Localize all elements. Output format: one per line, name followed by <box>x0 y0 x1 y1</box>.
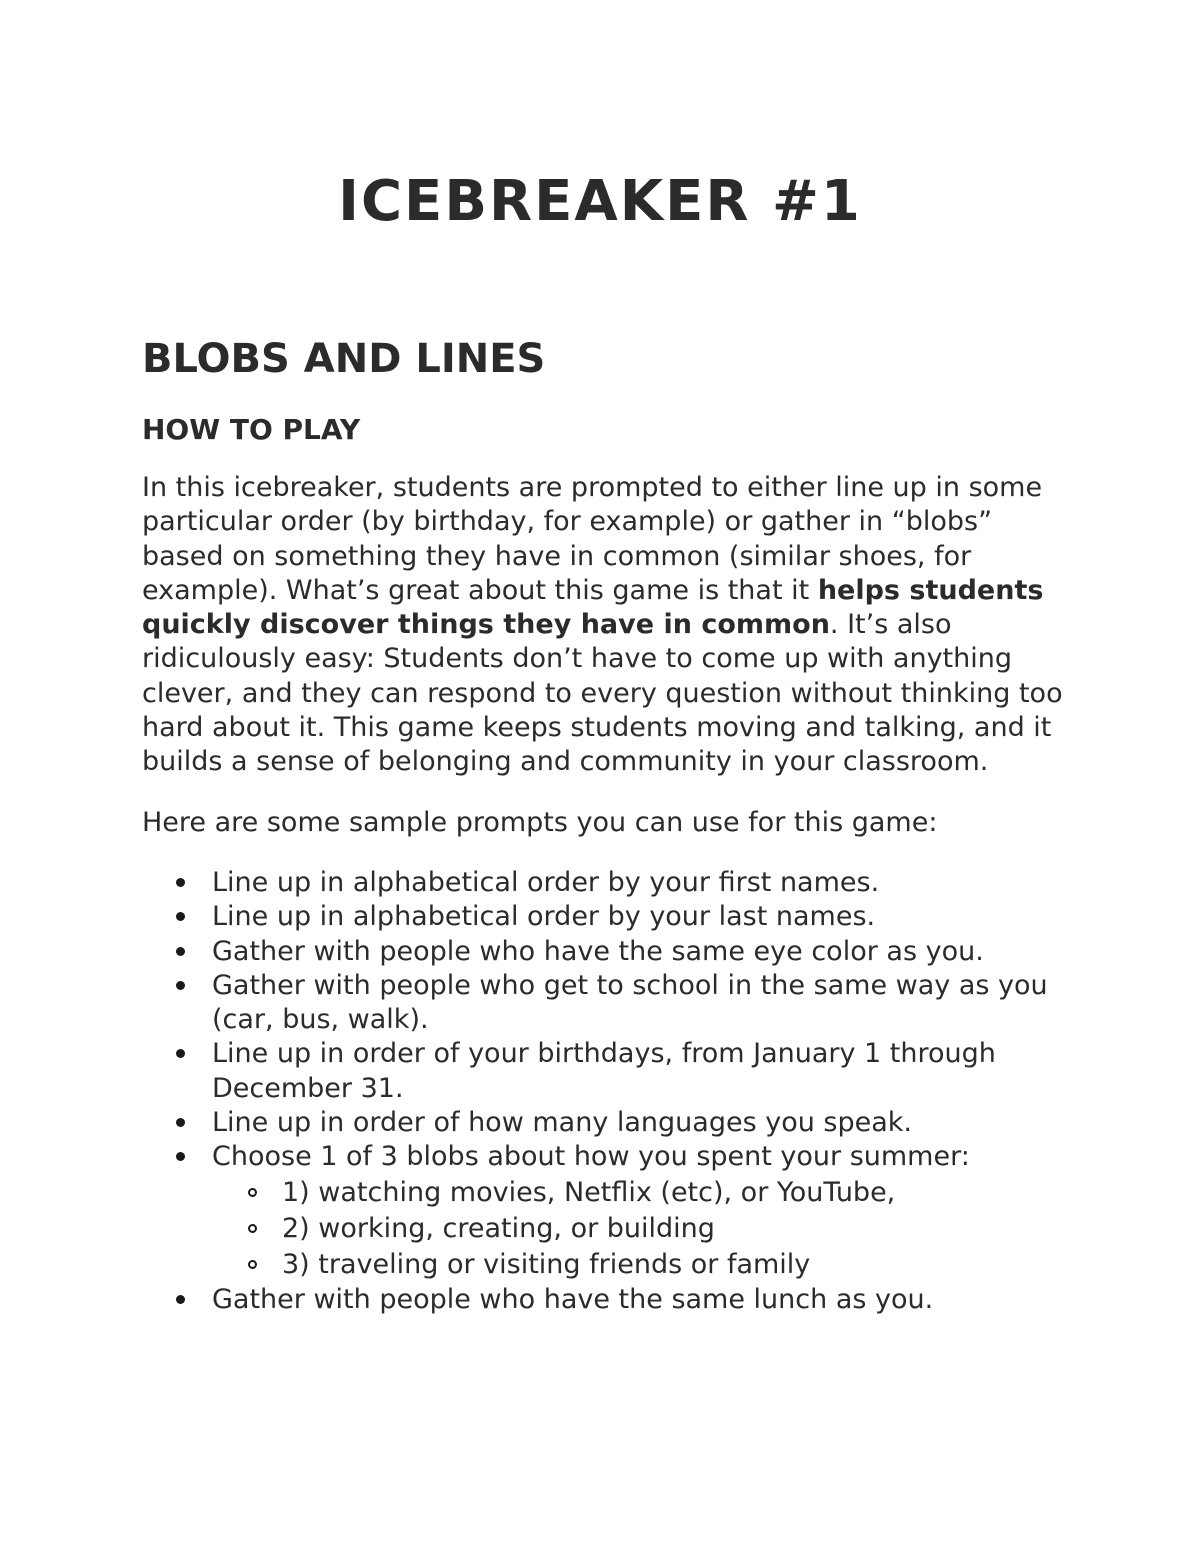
list-item <box>142 935 1072 969</box>
bullet-icon <box>176 1049 185 1058</box>
list-item-text: Line up in alphabetical order by your first names. <box>212 866 880 898</box>
sub-list-item <box>212 1247 1072 1283</box>
document-title: ICEBREAKER #1 <box>338 169 862 234</box>
bullet-icon <box>176 878 185 887</box>
list-item-text: Choose 1 of 3 blobs about how you spent your summer: <box>212 1141 970 1173</box>
section-heading: BLOBS AND LINES <box>142 336 546 382</box>
list-item <box>142 1283 1072 1317</box>
hollow-bullet-icon <box>248 1260 257 1269</box>
list-item <box>142 1037 1072 1106</box>
prompts-intro: Here are some sample prompts you can use for this game: <box>142 806 938 838</box>
list-item-text: Gather with people who have the same eye color as you. <box>212 935 984 967</box>
sub-list-item <box>212 1211 1072 1247</box>
bullet-icon <box>176 981 185 990</box>
bullet-icon <box>176 1118 185 1127</box>
bullet-icon <box>176 1152 185 1161</box>
list-item-text: Line up in alphabetical order by your last names. <box>212 901 876 933</box>
sub-list-item-text: 2) working, creating, or building <box>282 1212 715 1244</box>
bullet-icon <box>176 912 185 921</box>
summer-options-list <box>212 1175 1072 1283</box>
hollow-bullet-icon <box>248 1188 257 1197</box>
how-to-play-heading: HOW TO PLAY <box>142 413 361 446</box>
list-item <box>142 969 1072 1038</box>
list-item-text: Gather with people who get to school in the same way as you (car, bus, walk). <box>212 969 1048 1036</box>
list-item-text: Line up in order of your birthdays, from January 1 through December 31. <box>212 1038 996 1104</box>
list-item <box>142 1106 1072 1140</box>
list-item <box>142 1140 1072 1282</box>
prompts-list <box>142 866 1072 1317</box>
list-item <box>142 900 1072 934</box>
sub-list-item <box>212 1175 1072 1211</box>
bullet-icon <box>176 947 185 956</box>
bullet-icon <box>176 1295 185 1304</box>
document-content <box>142 335 1072 1317</box>
list-item-text: Line up in order of how many languages you speak. <box>212 1107 913 1139</box>
intro-text-bold: helps students quickly discover things they have in common <box>142 574 1044 641</box>
list-item-text: Gather with people who have the same lunch as you. <box>212 1283 934 1315</box>
sub-list-item-text: 3) traveling or visiting friends or family <box>282 1248 811 1280</box>
list-item <box>142 866 1072 900</box>
intro-paragraph <box>142 471 1072 780</box>
intro-text-part1: In this icebreaker, students are prompted to either line up in some particular order (by birthday, for example) or gather in “blobs” based on something they have in common (similar shoes, for example). What’s great about this game is that it <box>142 472 1043 606</box>
intro-text-part2: . It’s also ridiculously easy: Students don’t have to come up with anything clever, and they can respond to every question without thinking too hard about it. This game keeps students moving and talking, and it builds a sense of belonging and community in your classroom. <box>142 609 1063 778</box>
sub-list-item-text: 1) watching movies, Netflix (etc), or YouTube, <box>282 1176 896 1208</box>
hollow-bullet-icon <box>248 1224 257 1233</box>
